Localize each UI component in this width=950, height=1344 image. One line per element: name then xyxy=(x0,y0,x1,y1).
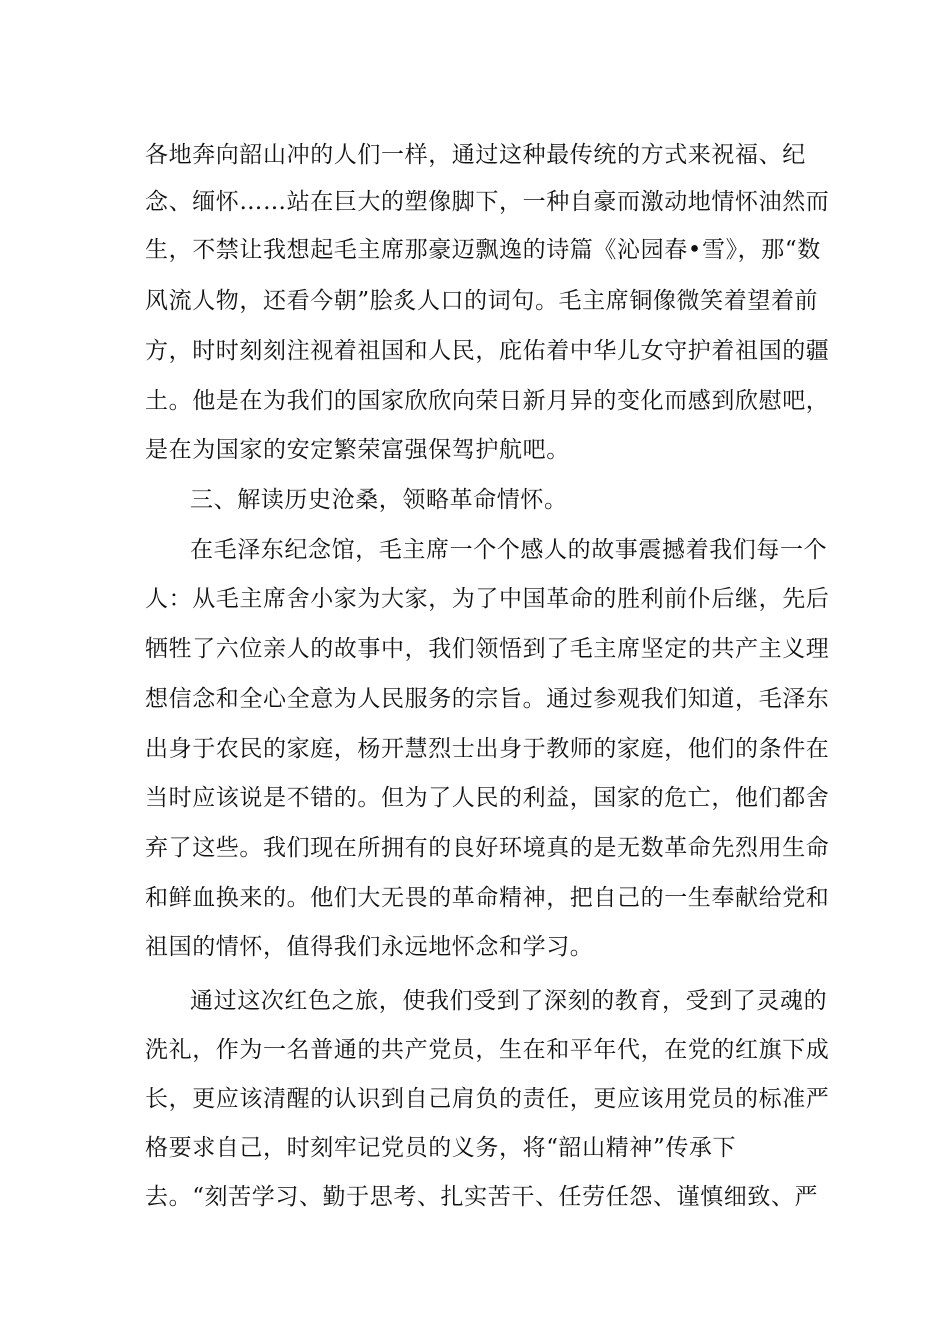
text-line: 人：从毛主席舍小家为大家，为了中国革命的胜利前仆后继，先后 xyxy=(145,586,830,612)
text-line: 是在为国家的安定繁荣富强保驾护航吧。 xyxy=(145,437,570,463)
text-line: 风流人物，还看今朝”脍炙人口的词句。毛主席铜像微笑着望着前 xyxy=(145,288,819,314)
text-line: 去。“刻苦学习、勤于思考、扎实苦干、任劳任怨、谨慎细致、严 xyxy=(145,1184,819,1210)
text-line: 牺牲了六位亲人的故事中，我们领悟到了毛主席坚定的共产主义理 xyxy=(145,636,830,662)
text-line: 和鲜血换来的。他们大无畏的革命精神，把自己的一生奉献给党和 xyxy=(145,885,830,911)
text-line: 想信念和全心全意为人民服务的宗旨。通过参观我们知道，毛泽东 xyxy=(145,686,830,712)
text-line: 念、缅怀……站在巨大的塑像脚下，一种自豪而激动地情怀油然而 xyxy=(145,189,830,215)
text-line: 各地奔向韶山冲的人们一样，通过这种最传统的方式来祝福、纪 xyxy=(145,142,806,168)
text-line: 通过这次红色之旅，使我们受到了深刻的教育，受到了灵魂的 xyxy=(190,988,828,1014)
text-line: 在毛泽东纪念馆，毛主席一个个感人的故事震撼着我们每一个 xyxy=(190,537,828,563)
text-line: 祖国的情怀，值得我们永远地怀念和学习。 xyxy=(145,934,594,960)
text-line: 长，更应该清醒的认识到自己肩负的责任，更应该用党员的标准严 xyxy=(145,1086,830,1112)
text-line: 土。他是在为我们的国家欣欣向荣日新月异的变化而感到欣慰吧， xyxy=(145,388,830,414)
text-line: 方，时时刻刻注视着祖国和人民，庇佑着中华儿女守护着祖国的疆 xyxy=(145,338,830,364)
text-line: 当时应该说是不错的。但为了人民的利益，国家的危亡，他们都舍 xyxy=(145,785,830,811)
section-heading: 三、解读历史沧桑，领略革命情怀。 xyxy=(190,487,568,513)
text-line: 出身于农民的家庭，杨开慧烈士出身于教师的家庭，他们的条件在 xyxy=(145,736,830,762)
text-line: 弃了这些。我们现在所拥有的良好环境真的是无数革命先烈用生命 xyxy=(145,835,830,861)
text-line: 格要求自己，时刻牢记党员的义务，将“韶山精神”传承下 xyxy=(145,1135,737,1161)
text-line: 生，不禁让我想起毛主席那豪迈飘逸的诗篇《沁园春•雪》，那“数 xyxy=(145,237,821,263)
text-line: 洗礼，作为一名普通的共产党员，生在和平年代，在党的红旗下成 xyxy=(145,1037,830,1063)
